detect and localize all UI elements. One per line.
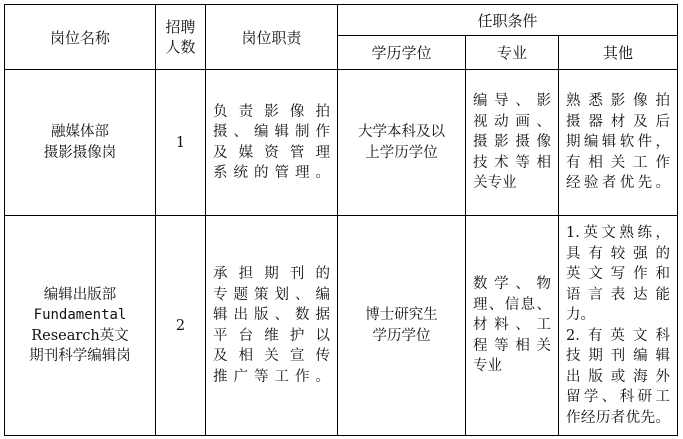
row-2-other-line-8: 出版或海外 bbox=[566, 368, 671, 385]
row-2-education bbox=[338, 216, 466, 436]
row-2-other-line-4: 语言表达能 bbox=[566, 286, 671, 303]
row-1-major-line-3: 摄影摄像 bbox=[473, 134, 551, 151]
row-2-major-line-2: 理、信息、 bbox=[473, 296, 551, 313]
row-1-count: 1 bbox=[156, 70, 206, 216]
header-recruit-count-line-2: 人数 bbox=[165, 38, 196, 56]
row-2-major-line-1: 数学、物 bbox=[473, 276, 551, 293]
row-2-duties-line-6: 推广等工作。 bbox=[213, 368, 330, 385]
row-2-duties-line-1: 承担期刊的 bbox=[213, 266, 330, 282]
row-2-duties bbox=[206, 216, 338, 436]
header-recruit-count bbox=[156, 5, 206, 70]
row-2-major-line-3: 材料、工 bbox=[473, 317, 551, 334]
row-2-position-line-1: 编辑出版部 bbox=[43, 286, 117, 303]
row-1-duties-line-3: 及媒资管理 bbox=[213, 144, 330, 161]
row-2-other-line-3: 英文写作和 bbox=[566, 266, 671, 282]
row-1-duties-line-4: 系统的管理。 bbox=[213, 165, 330, 181]
header-major: 专业 bbox=[466, 36, 559, 70]
row-2-duties-line-2: 专题策划、编 bbox=[213, 286, 330, 303]
row-2-other-line-6: 2.有英文科 bbox=[566, 327, 671, 344]
row-2-other-line-5: 力。 bbox=[566, 307, 595, 323]
row-1-education-line-1: 大学本科及以 bbox=[358, 124, 445, 140]
row-2-duties-line-5: 及相关宣传 bbox=[213, 348, 330, 364]
row-2-other-line-7: 技期刊编辑 bbox=[566, 348, 671, 364]
row-1-major bbox=[466, 70, 559, 216]
row-1-duties-line-2: 摄、编辑制作 bbox=[213, 124, 330, 140]
row-1-education-line-2: 上学历学位 bbox=[365, 144, 438, 161]
row-1-other-line-2: 摄器材及后 bbox=[566, 113, 671, 130]
row-2-count: 2 bbox=[156, 216, 206, 436]
row-2-duties-line-3: 辑出版、数据 bbox=[213, 307, 330, 323]
row-1-major-line-2: 视动画、 bbox=[473, 113, 551, 130]
header-duties: 岗位职责 bbox=[206, 5, 338, 70]
row-2-major-line-4: 程等相关 bbox=[473, 337, 551, 354]
row-2-other bbox=[559, 216, 678, 436]
row-2-other-line-9: 留学、科研工 bbox=[566, 389, 671, 405]
row-1-other-line-4: 有相关工作 bbox=[566, 154, 671, 171]
row-1-position-line-2: 摄影摄像岗 bbox=[43, 144, 117, 161]
recruitment-table bbox=[4, 4, 678, 436]
row-2-position bbox=[5, 216, 156, 436]
row-2-other-line-1: 1.英文熟练， bbox=[566, 225, 671, 241]
row-2-education-line-1: 博士研究生 bbox=[365, 307, 438, 323]
row-1-position bbox=[5, 70, 156, 216]
row-1-major-line-1: 编导、影 bbox=[473, 93, 551, 110]
header-other: 其他 bbox=[559, 36, 678, 70]
row-1-other bbox=[559, 70, 678, 216]
row-1-education bbox=[338, 70, 466, 216]
row-1-major-line-5: 关专业 bbox=[473, 175, 517, 192]
row-1-major-line-4: 技术等相 bbox=[473, 154, 551, 171]
header-position-name: 岗位名称 bbox=[5, 5, 156, 70]
row-1-other-line-1: 熟悉影像拍 bbox=[566, 93, 671, 110]
row-2-duties-line-4: 平台维护以 bbox=[213, 327, 330, 344]
row-1-position-line-1: 融媒体部 bbox=[51, 124, 109, 140]
header-recruit-count-line-1: 招聘 bbox=[165, 17, 196, 36]
row-2-education-line-2: 学历学位 bbox=[372, 327, 431, 344]
header-education: 学历学位 bbox=[338, 36, 466, 70]
row-2-other-line-10: 作经历者优先。 bbox=[566, 409, 671, 426]
row-2-other-line-2: 具有较强的 bbox=[566, 245, 671, 262]
row-2-position-line-2: Fundamental bbox=[33, 307, 127, 323]
row-2-position-line-3: Research英文 bbox=[31, 327, 129, 344]
row-1-duties bbox=[206, 70, 338, 216]
row-2-position-line-4: 期刊科学编辑岗 bbox=[29, 348, 131, 364]
row-2-major-line-5: 专业 bbox=[473, 358, 502, 375]
row-1-other-line-3: 期编辑软件， bbox=[566, 134, 671, 151]
header-requirements: 任职条件 bbox=[338, 5, 678, 36]
row-2-major bbox=[466, 216, 559, 436]
row-1-duties-line-1: 负责影像拍 bbox=[213, 103, 330, 120]
row-1-other-line-5: 经验者优先。 bbox=[566, 175, 671, 192]
